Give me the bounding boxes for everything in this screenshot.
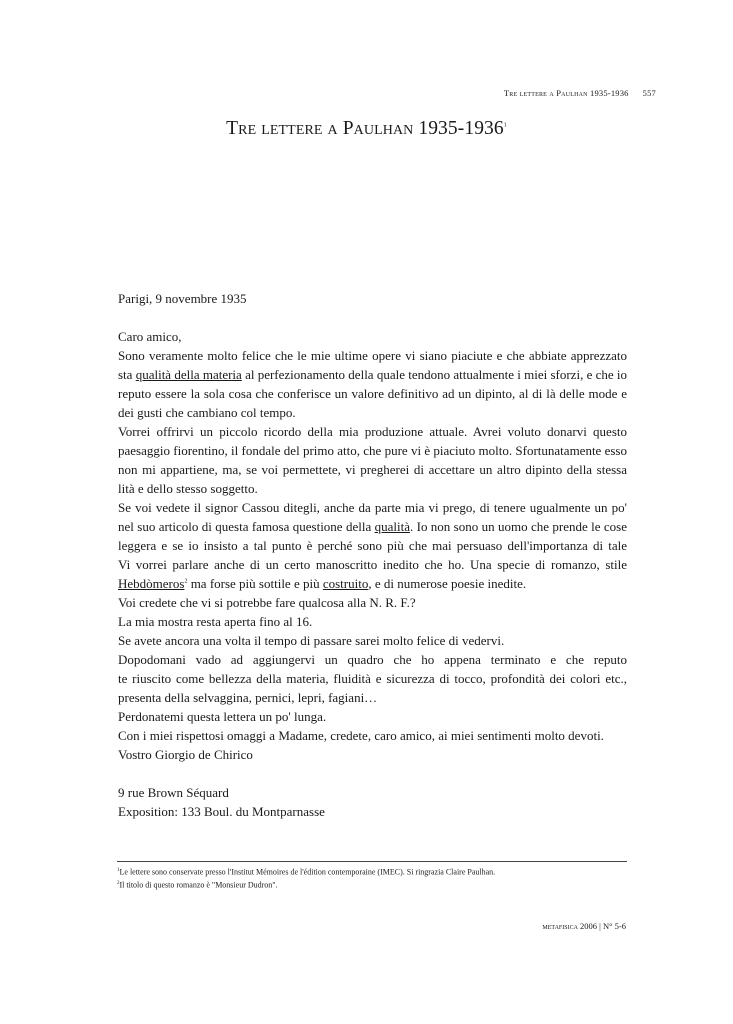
- letter-line: Con i miei rispettosi omaggi a Madame, credete, caro amico, ai miei sentimenti molto devoti.: [118, 728, 604, 743]
- underlined-word-hebdomeros: Hebdòmeros: [118, 576, 185, 591]
- letter-line: [118, 517, 627, 536]
- footnote-marker: 1: [117, 868, 120, 873]
- page-number: 557: [642, 88, 656, 98]
- running-head-title: Tre lettere a Paulhan 1935-1936: [503, 88, 629, 98]
- page-footer: [430, 921, 626, 931]
- underlined-phrase-qualita-della-materia: qualità della materia: [135, 367, 242, 382]
- letter-dateline: Parigi, 9 novembre 1935: [118, 291, 247, 306]
- article-title: [0, 118, 733, 140]
- letter-line: te riuscito come bellezza della materia, fluidità e sicurezza di tocco, profondità dei colori etc.,: [118, 671, 627, 686]
- letter-body: [118, 289, 627, 821]
- letter-line: Vi vorrei parlare anche di un certo manoscritto inedito che ho. Una specie di romanzo, stile: [118, 557, 627, 572]
- letter-line: Perdonatemi questa lettera un po' lunga.: [118, 709, 327, 724]
- running-head: [300, 88, 656, 98]
- footnote-1: [117, 865, 627, 878]
- text-run: nel suo articolo di questa famosa questione della: [118, 519, 375, 534]
- letter-line: Vorrei offrirvi un piccolo ricordo della mia produzione attuale. Avrei voluto donarvi questo: [118, 424, 627, 439]
- text-run: al perfezionamento della quale tendono attualmente i miei sforzi, e che io: [241, 367, 627, 382]
- text-run: . Io non sono un uomo che prende le cose: [409, 519, 627, 534]
- footnote-text: Il titolo di questo romanzo è "Monsieur Dudron".: [119, 880, 278, 890]
- footnote-rule: [117, 861, 627, 862]
- text-run: ma forse più sottile e più: [187, 576, 323, 591]
- letter-line: paesaggio fiorentino, il fondale del primo atto, che pure vi è piaciuto molto. Sfortunatamente esso: [118, 443, 627, 458]
- letter-salutation: Caro amico,: [118, 329, 182, 344]
- footnote-2: [117, 878, 627, 891]
- footnote-marker-2: 2: [184, 578, 188, 585]
- footnotes: [117, 865, 627, 890]
- magazine-name: metafisica 2006: [542, 921, 598, 931]
- letter-line: non mi appartiene, ma, se voi permettete, vi pregherei di accettare un altro dipinto della stessa: [118, 462, 627, 477]
- letter-line: dei gusti che cambiano col tempo.: [118, 405, 296, 420]
- letter-line: lità e dello stesso soggetto.: [118, 481, 258, 496]
- letter-signature: Vostro Giorgio de Chirico: [118, 747, 253, 762]
- text-run: sta: [118, 367, 136, 382]
- address-line: Exposition: 133 Boul. du Montparnasse: [118, 804, 325, 819]
- letter-line: presenta della selvaggina, pernici, lepri, fagiani…: [118, 690, 378, 705]
- underlined-word-qualita: qualità: [374, 519, 410, 534]
- letter-line: La mia mostra resta aperta fino al 16.: [118, 614, 313, 629]
- letter-line: Sono veramente molto felice che le mie ultime opere vi siano piaciute e che abbiate apprezzato: [118, 348, 627, 363]
- letter-line: [118, 365, 627, 384]
- letter-line: reputo essere la sola cosa che conferisce un valore definitivo ad un dipinto, al di là delle mode e: [118, 386, 627, 401]
- letter-line: Voi credete che vi si potrebbe fare qualcosa alla N. R. F.?: [118, 595, 416, 610]
- text-run: , e di numerose poesie inedite.: [368, 576, 527, 591]
- letter-line: leggera e se io insisto a tal punto è perché sono più che mai persuaso dell'importanza di tale: [118, 538, 627, 553]
- letter-line: [118, 574, 627, 593]
- underlined-word-costruito: costruito: [322, 576, 369, 591]
- footnote-marker: 2: [117, 880, 120, 886]
- address-line: 9 rue Brown Séquard: [118, 785, 229, 800]
- title-footnote-marker: 1: [503, 122, 507, 129]
- issue-number: N° 5-6: [603, 921, 626, 931]
- letter-line: Dopodomani vado ad aggiungervi un quadro che ho appena terminato e che reputo: [118, 652, 627, 667]
- letter-line: Se voi vedete il signor Cassou ditegli, anche da parte mia vi prego, di tenere ugualmente un po': [118, 500, 627, 515]
- letter-line: Se avete ancora una volta il tempo di passare sarei molto felice di vedervi.: [118, 633, 505, 648]
- footer-separator: |: [597, 921, 603, 931]
- article-title-text: Tre lettere a Paulhan 1935-1936: [226, 118, 504, 139]
- footnote-text: Le lettere sono conservate presso l'Institut Mémoires de l'édition contemporaine (IMEC). Si ringrazia Claire Paulhan.: [119, 867, 496, 877]
